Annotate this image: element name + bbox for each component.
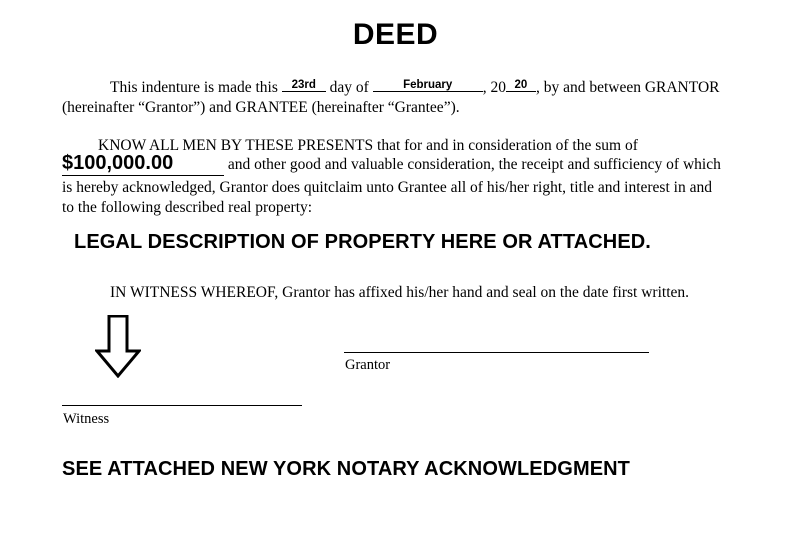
consideration-line4: to the following described real property: bbox=[62, 199, 313, 216]
consideration-amount-row bbox=[62, 152, 742, 176]
indenture-paragraph bbox=[110, 78, 730, 98]
consideration-line3: is hereby acknowledged, Grantor does quitclaim unto Grantee all of his/her right, title and interest in and bbox=[62, 179, 712, 196]
page-title: DEED bbox=[352, 18, 439, 51]
month-blank[interactable]: February bbox=[373, 80, 483, 92]
down-arrow-icon bbox=[95, 315, 141, 378]
indenture-prefix: This indenture is made this bbox=[110, 79, 278, 96]
amount-blank[interactable]: $100,000.00 bbox=[62, 152, 224, 176]
indenture-mid1: day of bbox=[329, 79, 369, 96]
legal-description-text: LEGAL DESCRIPTION OF PROPERTY HERE OR ATTACHED. bbox=[74, 231, 651, 253]
grantor-label: Grantor bbox=[345, 357, 391, 373]
indenture-mid2: , 20 bbox=[482, 79, 506, 96]
witness-signature-line[interactable] bbox=[62, 405, 302, 406]
year-blank[interactable]: 20 bbox=[506, 80, 536, 92]
consideration-line1-text: KNOW ALL MEN BY THESE PRESENTS that for and in consideration of the sum of bbox=[98, 137, 638, 154]
grantor-signature-line[interactable] bbox=[344, 352, 649, 353]
consideration-after-amount: and other good and valuable consideration, the receipt and sufficiency of which bbox=[227, 156, 721, 173]
notary-acknowledgment-note: SEE ATTACHED NEW YORK NOTARY ACKNOWLEDGMENT bbox=[62, 458, 631, 480]
indenture-suffix: , by and between GRANTOR bbox=[535, 79, 720, 96]
witness-label: Witness bbox=[63, 411, 110, 427]
witness-statement: IN WITNESS WHEREOF, Grantor has affixed his/her hand and seal on the date first written. bbox=[110, 284, 690, 301]
indenture-paragraph-line2: (hereinafter “Grantor”) and GRANTEE (hereinafter “Grantee”). bbox=[62, 99, 460, 116]
day-blank[interactable]: 23rd bbox=[282, 80, 326, 92]
